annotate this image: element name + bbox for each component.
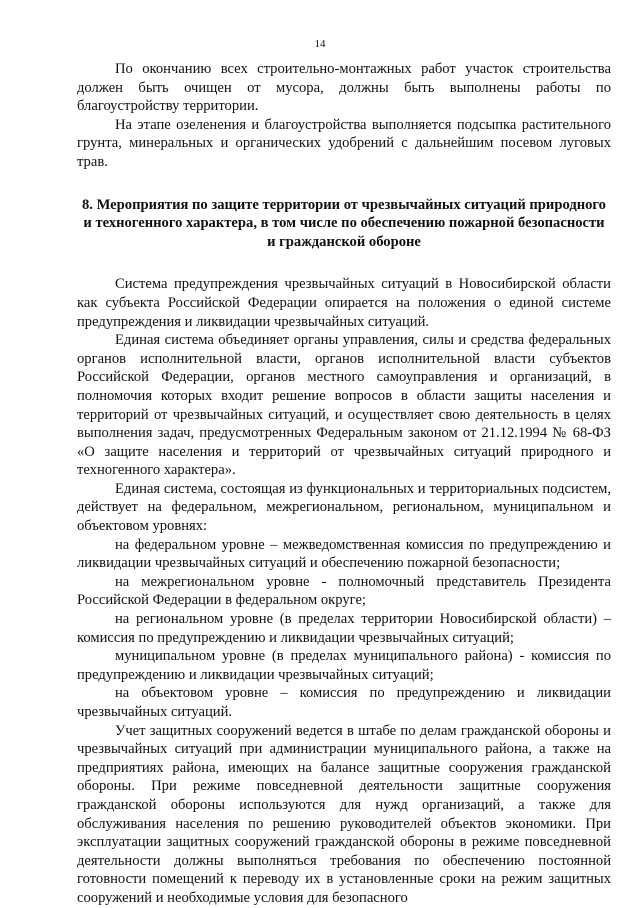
list-item: на федеральном уровне – межведомственная комиссия по предупреждению и ликвидации чрезвычайных ситуаций и обеспечению пожарной безопасности; <box>77 536 611 572</box>
paragraph: На этапе озеленения и благоустройства выполняется подсыпка растительного грунта, минеральных и органических удобрений с дальнейшим посевом луговых трав. <box>77 116 611 170</box>
list-item: на объектовом уровне – комиссия по предупреждению и ликвидации чрезвычайных ситуаций. <box>77 685 611 720</box>
list-item: на межрегиональном уровне - полномочный представитель Президента Российской Федерации в федеральном округе; <box>77 573 611 609</box>
section-heading: 8. Мероприятия по защите территории от чрезвычайных ситуаций природного и техногенного характера, в том числе по обеспечению пожарной безопасности и гражданской обороне <box>82 196 606 250</box>
list-item: муниципальном уровне (в пределах муниципального района) - комиссия по предупреждению и ликвидации чрезвычайных ситуаций; <box>77 648 611 683</box>
paragraph: Учет защитных сооружений ведется в штабе по делам гражданской обороны и чрезвычайных ситуаций при администрации муниципального района, а также на предприятиях района, имеющих на балансе защитные сооружения гражданской обороны. При режиме повседневной деятельности защитные сооружения гражданской обороны используются для нужд организаций, а также для обслуживания населения по решению руководителей объектов экономики. При эксплуатации защитных сооружений гражданской обороны в режиме повседневной деятельности должны выполняться требования по обеспечению постоянной готовности помещений к переводу их в установленные сроки на режим защитных сооружений и необходимые условия для безопасного <box>77 722 611 906</box>
page-content <box>77 60 611 908</box>
list-item: на региональном уровне (в пределах территории Новосибирской области) – комиссия по предупреждению и ликвидации чрезвычайных ситуаций; <box>77 611 611 646</box>
paragraph: Единая система, состоящая из функциональных и территориальных подсистем, действует на федеральном, межрегиональном, региональном, муниципальном и объектовом уровнях: <box>77 480 611 535</box>
paragraph: Система предупреждения чрезвычайных ситуаций в Новосибирской области как субъекта Российской Федерации опирается на положения о единой системе предупреждения и ликвидации чрезвычайных ситуаций. <box>77 276 611 330</box>
page-number: 14 <box>314 38 326 50</box>
paragraph: По окончанию всех строительно-монтажных работ участок строительства должен быть очищен от мусора, должны быть выполнены работы по благоустройству территории. <box>77 61 611 115</box>
paragraph: Единая система объединяет органы управления, силы и средства федеральных органов исполнительной власти, органов исполнительной власти субъектов Российской Федерации, органов местного самоуправления и организаций, в полномочия которых входит решение вопросов в области защиты населения и территорий от чрезвычайных ситуаций, и осуществляет свою деятельность в целях выполнения задач, предусмотренных Федеральным законом от 21.12.1994 № 68-ФЗ «О защите населения и территорий от чрезвычайных ситуаций природного и техногенного характера». <box>77 332 611 479</box>
